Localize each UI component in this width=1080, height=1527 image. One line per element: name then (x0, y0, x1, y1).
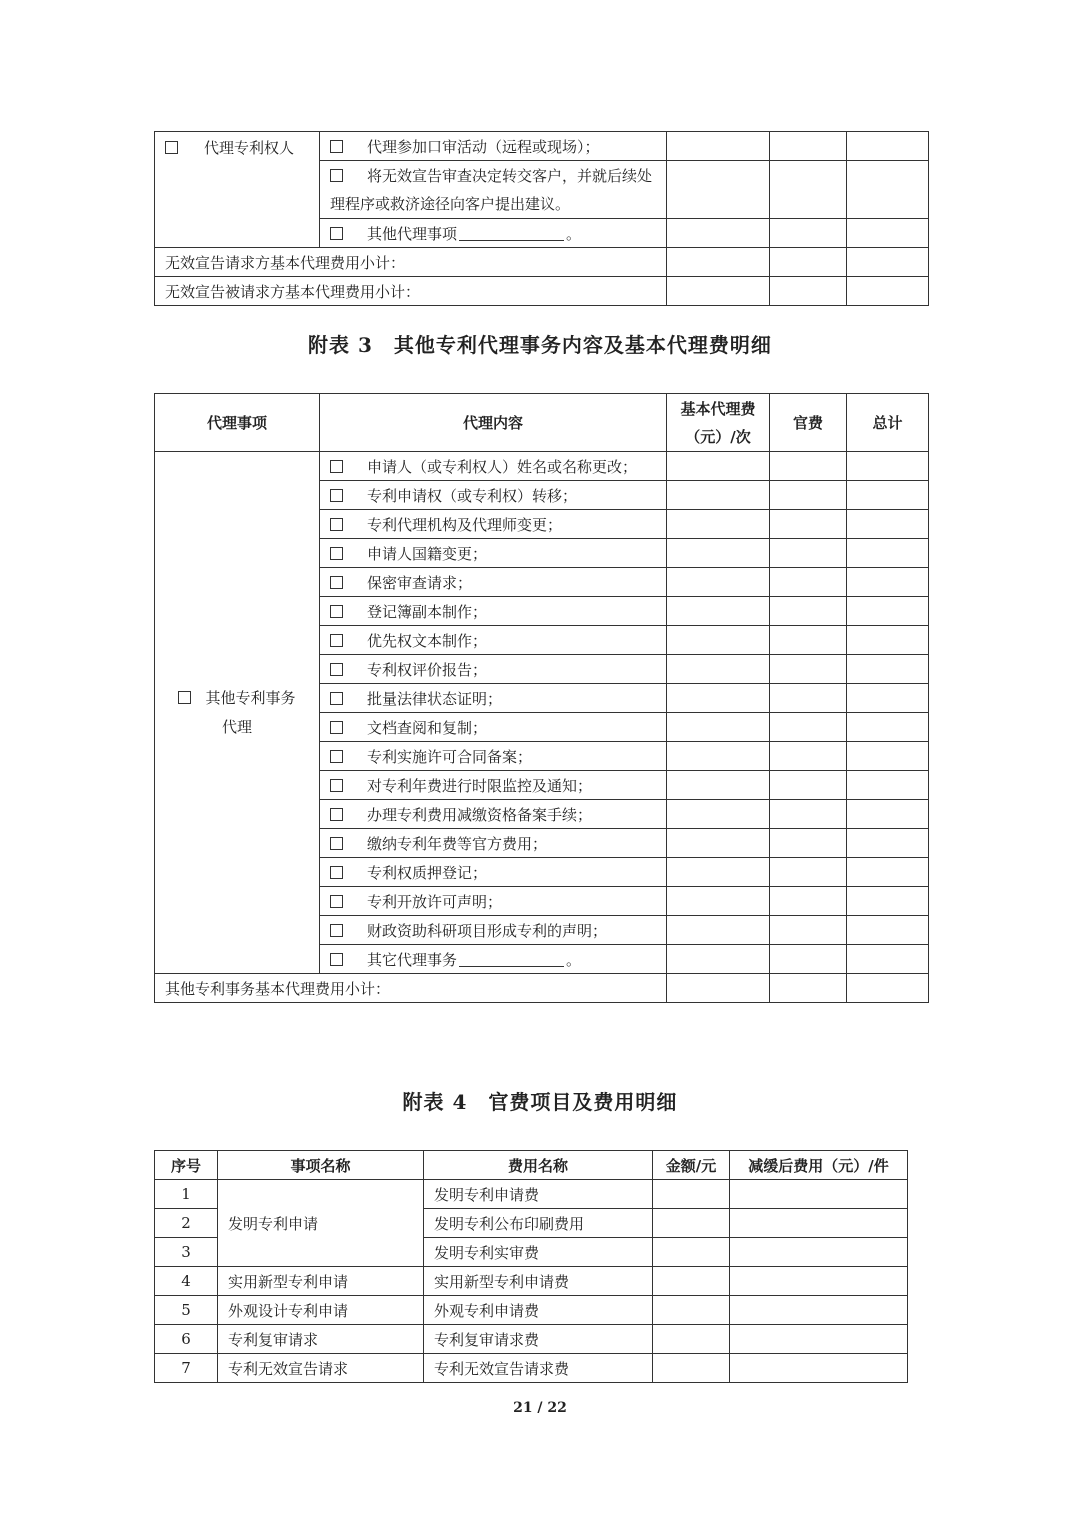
header-amount: 金额/元 (653, 1151, 730, 1180)
header-total: 总计 (847, 394, 929, 452)
fee-cell[interactable] (667, 916, 770, 945)
official-fee-cell[interactable] (770, 626, 847, 655)
official-fee-table (154, 1150, 908, 1383)
header-no: 序号 (155, 1151, 218, 1180)
total-cell[interactable] (847, 132, 929, 161)
category-cell (155, 132, 320, 248)
category-checkbox[interactable] (178, 691, 191, 704)
item-cell (320, 597, 667, 626)
item-checkbox[interactable] (330, 808, 343, 821)
item-checkbox[interactable] (330, 169, 343, 182)
reduced-cell[interactable] (730, 1296, 908, 1325)
official-fee-cell[interactable] (770, 858, 847, 887)
item-cell (320, 829, 667, 858)
official-fee-cell[interactable] (770, 684, 847, 713)
official-fee-cell[interactable] (770, 742, 847, 771)
total-cell[interactable] (847, 800, 929, 829)
fee-cell[interactable] (667, 277, 770, 306)
total-cell[interactable] (847, 655, 929, 684)
item-checkbox[interactable] (330, 547, 343, 560)
amount-cell[interactable] (653, 1296, 730, 1325)
item-cell (320, 858, 667, 887)
fee-cell[interactable] (667, 452, 770, 481)
fee-name: 专利复审请求费 (424, 1325, 653, 1354)
item-label: 申请人国籍变更； (367, 544, 488, 563)
category-label: 其他专利事务 (205, 688, 296, 707)
item-checkbox[interactable] (330, 721, 343, 734)
item-checkbox[interactable] (330, 924, 343, 937)
item-cell (320, 713, 667, 742)
official-fee-cell[interactable] (770, 568, 847, 597)
item-label: 保密审查请求； (367, 573, 473, 592)
reduced-cell[interactable] (730, 1238, 908, 1267)
total-cell[interactable] (847, 161, 929, 219)
fee-cell[interactable] (667, 219, 770, 248)
item-label: 财政资助科研项目形成专利的声明； (367, 921, 608, 940)
fee-cell[interactable] (667, 887, 770, 916)
official-fee-cell[interactable] (770, 713, 847, 742)
fee-name: 外观专利申请费 (424, 1296, 653, 1325)
official-fee-cell[interactable] (770, 510, 847, 539)
header-basic-fee: 基本代理费（元）/次 (667, 394, 770, 452)
total-cell[interactable] (847, 713, 929, 742)
fee-cell[interactable] (667, 510, 770, 539)
item-label: 其它代理事务 (367, 950, 458, 969)
item-checkbox[interactable] (330, 605, 343, 618)
item-cell (320, 887, 667, 916)
row-no: 1 (155, 1180, 218, 1209)
item-name: 专利复审请求 (218, 1325, 424, 1354)
table-row (155, 1354, 908, 1383)
fee-name: 实用新型专利申请费 (424, 1267, 653, 1296)
item-cell (320, 539, 667, 568)
fee-cell[interactable] (667, 568, 770, 597)
item-name: 发明专利申请 (218, 1180, 424, 1267)
fee-cell[interactable] (667, 974, 770, 1003)
item-name: 外观设计专利申请 (218, 1296, 424, 1325)
fee-cell[interactable] (667, 800, 770, 829)
total-cell[interactable] (847, 829, 929, 858)
header-item: 事项名称 (218, 1151, 424, 1180)
fee-cell[interactable] (667, 539, 770, 568)
reduced-cell[interactable] (730, 1180, 908, 1209)
item-checkbox[interactable] (330, 460, 343, 473)
reduced-cell[interactable] (730, 1325, 908, 1354)
item-label: 文档查阅和复制； (367, 718, 488, 737)
category-cell (155, 452, 320, 974)
item-label: 优先权文本制作； (367, 631, 488, 650)
amount-cell[interactable] (653, 1325, 730, 1354)
official-fee-cell[interactable] (770, 829, 847, 858)
fee-cell[interactable] (667, 248, 770, 277)
row-no: 6 (155, 1325, 218, 1354)
official-fee-cell[interactable] (770, 597, 847, 626)
item-name: 专利无效宣告请求 (218, 1354, 424, 1383)
row-no: 5 (155, 1296, 218, 1325)
amount-cell[interactable] (653, 1267, 730, 1296)
item-checkbox[interactable] (330, 227, 343, 240)
item-checkbox[interactable] (330, 953, 343, 966)
item-checkbox[interactable] (330, 866, 343, 879)
official-fee-cell[interactable] (770, 248, 847, 277)
subtotal-other-label: 其他专利事务基本代理费用小计： (155, 974, 667, 1003)
item-checkbox[interactable] (330, 634, 343, 647)
fee-cell[interactable] (667, 858, 770, 887)
official-fee-cell[interactable] (770, 771, 847, 800)
reduced-cell[interactable] (730, 1354, 908, 1383)
item-cell (320, 945, 667, 974)
total-cell[interactable] (847, 597, 929, 626)
row-no: 2 (155, 1209, 218, 1238)
item-checkbox[interactable] (330, 837, 343, 850)
official-fee-cell[interactable] (770, 452, 847, 481)
official-fee-cell[interactable] (770, 887, 847, 916)
item-label: 专利权评价报告； (367, 660, 488, 679)
table-row (155, 1325, 908, 1354)
row-no: 7 (155, 1354, 218, 1383)
item-cell (320, 684, 667, 713)
row-no: 4 (155, 1267, 218, 1296)
item-cell (320, 132, 667, 161)
item-label: 其他代理事项 (367, 224, 458, 243)
item-checkbox[interactable] (330, 140, 343, 153)
fee-cell[interactable] (667, 684, 770, 713)
fee-cell[interactable] (667, 771, 770, 800)
invalidation-fee-table (154, 131, 929, 306)
total-cell[interactable] (847, 277, 929, 306)
total-cell[interactable] (847, 248, 929, 277)
amount-cell[interactable] (653, 1209, 730, 1238)
fee-name: 发明专利公布印刷费用 (424, 1209, 653, 1238)
header-content: 代理内容 (320, 394, 667, 452)
fee-cell[interactable] (667, 481, 770, 510)
item-cell (320, 800, 667, 829)
official-fee-cell[interactable] (770, 161, 847, 219)
official-fee-cell[interactable] (770, 655, 847, 684)
total-cell[interactable] (847, 481, 929, 510)
item-cell (320, 568, 667, 597)
subtotal-respondent-label: 无效宣告被请求方基本代理费用小计： (155, 277, 667, 306)
total-cell[interactable] (847, 858, 929, 887)
official-fee-cell[interactable] (770, 539, 847, 568)
reduced-cell[interactable] (730, 1209, 908, 1238)
total-cell[interactable] (847, 742, 929, 771)
item-label: 缴纳专利年费等官方费用； (367, 834, 548, 853)
item-suffix: 。 (566, 224, 582, 243)
total-cell[interactable] (847, 452, 929, 481)
item-label: 申请人（或专利权人）姓名或名称更改； (367, 457, 638, 476)
item-checkbox[interactable] (330, 750, 343, 763)
fee-cell[interactable] (667, 655, 770, 684)
total-cell[interactable] (847, 539, 929, 568)
section4-title: 附表 4 官费项目及费用明细 (402, 1090, 678, 1114)
total-cell[interactable] (847, 771, 929, 800)
item-cell (320, 219, 667, 248)
reduced-cell[interactable] (730, 1267, 908, 1296)
item-cell (320, 655, 667, 684)
fee-cell[interactable] (667, 713, 770, 742)
item-checkbox[interactable] (330, 663, 343, 676)
total-cell[interactable] (847, 219, 929, 248)
item-label: 将无效宣告审查决定转交客户，并就后续处理程序或救济途径向客户提出建议。 (330, 166, 653, 213)
item-cell (320, 161, 667, 219)
fill-in-blank[interactable] (459, 226, 564, 241)
table-row (155, 1267, 908, 1296)
header-fee-name: 费用名称 (424, 1151, 653, 1180)
item-label: 登记簿副本制作； (367, 602, 488, 621)
fee-name: 发明专利申请费 (424, 1180, 653, 1209)
official-fee-cell[interactable] (770, 974, 847, 1003)
item-cell (320, 626, 667, 655)
item-cell (320, 452, 667, 481)
item-suffix: 。 (566, 950, 582, 969)
fee-cell[interactable] (667, 945, 770, 974)
item-cell (320, 916, 667, 945)
fee-name: 专利无效宣告请求费 (424, 1354, 653, 1383)
total-cell[interactable] (847, 945, 929, 974)
amount-cell[interactable] (653, 1180, 730, 1209)
other-matters-fee-table (154, 393, 929, 1003)
item-checkbox[interactable] (330, 779, 343, 792)
total-cell[interactable] (847, 887, 929, 916)
section3-title: 附表 3 其他专利代理事务内容及基本代理费明细 (308, 333, 772, 357)
total-cell[interactable] (847, 684, 929, 713)
fee-cell[interactable] (667, 597, 770, 626)
item-checkbox[interactable] (330, 576, 343, 589)
item-label: 专利开放许可声明； (367, 892, 503, 911)
total-cell[interactable] (847, 916, 929, 945)
item-checkbox[interactable] (330, 692, 343, 705)
official-fee-cell[interactable] (770, 219, 847, 248)
category-label: 代理专利权人 (204, 139, 295, 157)
category-label: 代理 (221, 717, 252, 736)
table-row (155, 1296, 908, 1325)
fee-cell[interactable] (667, 742, 770, 771)
fee-cell[interactable] (667, 161, 770, 219)
item-label: 专利权质押登记； (367, 863, 488, 882)
amount-cell[interactable] (653, 1238, 730, 1267)
item-label: 专利代理机构及代理师变更； (367, 515, 563, 534)
fee-cell[interactable] (667, 829, 770, 858)
item-name: 实用新型专利申请 (218, 1267, 424, 1296)
item-label: 代理参加口审活动（远程或现场）； (367, 137, 600, 156)
item-cell (320, 771, 667, 800)
item-label: 专利申请权（或专利权）转移； (367, 486, 578, 505)
item-label: 办理专利费用减缴资格备案手续； (367, 805, 593, 824)
total-cell[interactable] (847, 974, 929, 1003)
amount-cell[interactable] (653, 1354, 730, 1383)
official-fee-cell[interactable] (770, 800, 847, 829)
official-fee-cell[interactable] (770, 916, 847, 945)
item-checkbox[interactable] (330, 518, 343, 531)
item-label: 批量法律状态证明； (367, 689, 503, 708)
total-cell[interactable] (847, 568, 929, 597)
total-cell[interactable] (847, 626, 929, 655)
page-number: 21 / 22 (513, 1400, 567, 1416)
item-checkbox[interactable] (330, 895, 343, 908)
official-fee-cell[interactable] (770, 945, 847, 974)
item-label: 对专利年费进行时限监控及通知； (367, 776, 593, 795)
table-row (155, 1180, 908, 1209)
row-no: 3 (155, 1238, 218, 1267)
header-matter: 代理事项 (155, 394, 320, 452)
fee-cell[interactable] (667, 132, 770, 161)
category-checkbox[interactable] (165, 141, 178, 154)
subtotal-requester-label: 无效宣告请求方基本代理费用小计： (155, 248, 667, 277)
official-fee-cell[interactable] (770, 481, 847, 510)
fee-name: 发明专利实审费 (424, 1238, 653, 1267)
item-cell (320, 510, 667, 539)
header-official-fee: 官费 (770, 394, 847, 452)
total-cell[interactable] (847, 510, 929, 539)
fill-in-blank[interactable] (459, 952, 564, 967)
official-fee-cell[interactable] (770, 277, 847, 306)
item-label: 专利实施许可合同备案； (367, 747, 533, 766)
official-fee-cell[interactable] (770, 132, 847, 161)
item-checkbox[interactable] (330, 489, 343, 502)
table-row (155, 452, 929, 481)
item-cell (320, 481, 667, 510)
fee-cell[interactable] (667, 626, 770, 655)
header-reduced: 减缓后费用（元）/件 (730, 1151, 908, 1180)
item-cell (320, 742, 667, 771)
